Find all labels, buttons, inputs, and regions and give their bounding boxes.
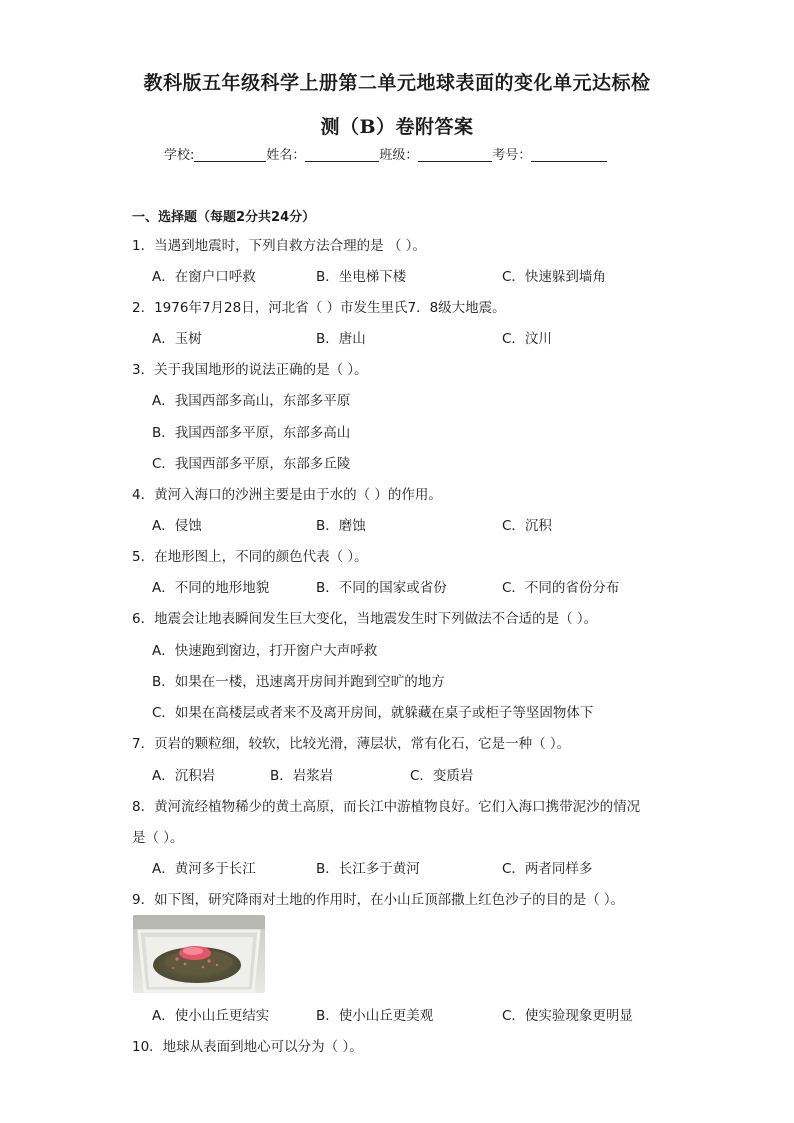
q1-option-c[interactable]: C．快速躲到墙角 xyxy=(502,269,606,285)
number-field[interactable] xyxy=(531,147,607,162)
question-1: 1．当遇到地震时，下列自救方法合理的是 （ ）。 xyxy=(132,238,426,254)
q6-option-b[interactable]: B．如果在一楼，迅速离开房间并跑到空旷的地方 xyxy=(152,674,445,690)
page-title-cont: 测（B）卷附答案 xyxy=(320,116,474,138)
name-label: 姓名： xyxy=(266,148,306,163)
q6-option-c[interactable]: C．如果在高楼层或者来不及离开房间，就躲藏在桌子或柜子等坚固物体下 xyxy=(152,705,594,721)
class-field[interactable] xyxy=(418,147,492,162)
q6-option-a[interactable]: A．快速跑到窗边，打开窗户大声呼救 xyxy=(152,643,378,659)
question-8-cont: 是（ ）。 xyxy=(132,830,184,846)
question-4: 4．黄河入海口的沙洲主要是由于水的（ ）的作用。 xyxy=(132,487,442,503)
question-5: 5．在地形图上，不同的颜色代表（ ）。 xyxy=(132,549,368,565)
q7-option-a[interactable]: A．沉积岩 xyxy=(152,768,216,784)
q1-option-b[interactable]: B．坐电梯下楼 xyxy=(316,269,407,285)
q9-option-c[interactable]: C．使实验现象更明显 xyxy=(502,1008,633,1024)
experiment-photo xyxy=(133,915,265,993)
question-9: 9．如下图，研究降雨对土地的作用时，在小山丘顶部撒上红色沙子的目的是（ ）。 xyxy=(132,892,625,908)
question-3: 3．关于我国地形的说法正确的是（ ）。 xyxy=(132,362,368,378)
q2-option-b[interactable]: B．唐山 xyxy=(316,331,366,347)
q9-option-b[interactable]: B．使小山丘更美观 xyxy=(316,1008,434,1024)
q5-option-b[interactable]: B．不同的国家或省份 xyxy=(316,580,447,596)
q8-option-b[interactable]: B．长江多于黄河 xyxy=(316,861,420,877)
school-label: 学校: xyxy=(164,148,195,163)
q8-option-a[interactable]: A．黄河多于长江 xyxy=(152,861,256,877)
q9-option-a[interactable]: A．使小山丘更结实 xyxy=(152,1008,270,1024)
q7-option-c[interactable]: C．变质岩 xyxy=(410,768,474,784)
number-label: 考号： xyxy=(492,148,532,163)
q1-option-a[interactable]: A．在窗户口呼救 xyxy=(152,269,256,285)
q3-option-c[interactable]: C．我国西部多平原，东部多丘陵 xyxy=(152,456,351,472)
question-2: 2．1976年7月28日，河北省（ ）市发生里氏7．8级大地震。 xyxy=(132,300,506,316)
q3-option-a[interactable]: A．我国西部多高山，东部多平原 xyxy=(152,393,351,409)
q4-option-c[interactable]: C．沉积 xyxy=(502,518,552,534)
q5-option-a[interactable]: A．不同的地形地貌 xyxy=(152,580,270,596)
q4-option-b[interactable]: B．磨蚀 xyxy=(316,518,366,534)
q3-option-b[interactable]: B．我国西部多平原，东部多高山 xyxy=(152,425,351,441)
q5-option-c[interactable]: C．不同的省份分布 xyxy=(502,580,620,596)
question-10: 10．地球从表面到地心可以分为（ ）。 xyxy=(132,1039,363,1055)
school-field[interactable] xyxy=(194,147,266,162)
student-info-row xyxy=(164,144,607,163)
q7-option-b[interactable]: B．岩浆岩 xyxy=(270,768,334,784)
question-7: 7．页岩的颗粒细，较软，比较光滑，薄层状，常有化石，它是一种（ ）。 xyxy=(132,736,571,752)
question-6: 6．地震会让地表瞬间发生巨大变化，当地震发生时下列做法不合适的是（ ）。 xyxy=(132,611,598,627)
question-8: 8．黄河流经植物稀少的黄土高原，而长江中游植物良好。它们入海口携带泥沙的情况 xyxy=(132,799,641,815)
section-heading: 一、选择题（每题2分共24分） xyxy=(132,210,316,225)
name-field[interactable] xyxy=(305,147,379,162)
q8-option-c[interactable]: C．两者同样多 xyxy=(502,861,593,877)
page-title: 教科版五年级科学上册第二单元地球表面的变化单元达标检 xyxy=(143,72,651,94)
class-label: 班级： xyxy=(379,148,419,163)
q2-option-a[interactable]: A．玉树 xyxy=(152,331,202,347)
q4-option-a[interactable]: A．侵蚀 xyxy=(152,518,202,534)
q2-option-c[interactable]: C．汶川 xyxy=(502,331,552,347)
